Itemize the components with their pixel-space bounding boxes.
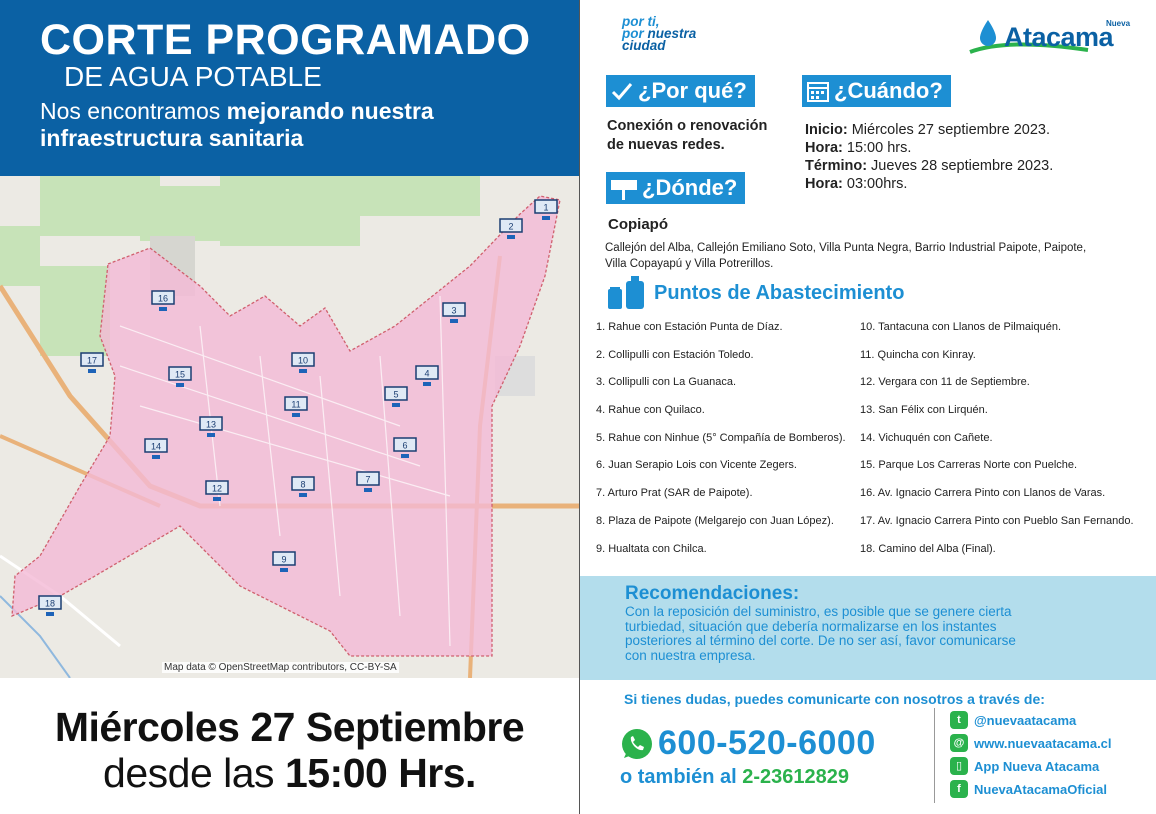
list-item: 5. Rahue con Ninhue (5° Compañía de Bomberos). [596, 431, 846, 444]
marker-label: 16 [157, 293, 169, 304]
marker-label: 9 [281, 554, 287, 565]
list-item: 12. Vergara con 11 de Septiembre. [860, 376, 1030, 389]
city-name: Copiapó [608, 216, 668, 233]
list-item: 15. Parque Los Carreras Norte con Puelche. [860, 459, 1078, 472]
twitter-icon: t [950, 711, 968, 729]
list-item: 6. Juan Serapio Lois con Vicente Zegers. [596, 459, 797, 472]
marker-label: 5 [393, 389, 399, 400]
supply-points-title: Puntos de Abastecimiento [606, 275, 904, 311]
supply-points-list-right [860, 319, 1134, 568]
slogan: por ti, por nuestra ciudad [622, 14, 697, 53]
start-date: Inicio: Miércoles 27 septiembre 2023. [805, 122, 1051, 138]
contact-divider [934, 708, 935, 803]
brand-tag: Nueva [1106, 19, 1131, 28]
marker-label: 1 [543, 202, 549, 213]
end-hour: Hora: 03:00hrs. [805, 176, 908, 192]
list-item: 16. Av. Ignacio Carrera Pinto con Llanos de Varas. [860, 487, 1106, 500]
why-text: Conexión o renovación de nuevas redes. [607, 118, 768, 153]
schedule [805, 121, 1053, 193]
calendar-icon [806, 79, 830, 103]
main-subtitle: DE AGUA POTABLE [64, 61, 322, 92]
facebook-link[interactable]: f NuevaAtacamaOficial [950, 780, 1107, 798]
street-sign-icon [610, 176, 638, 200]
marker-label: 14 [150, 441, 162, 452]
marker-label: 4 [424, 368, 430, 379]
marker-label: 2 [508, 221, 514, 232]
app-link[interactable]: ▯ App Nueva Atacama [950, 757, 1099, 775]
right-panel [579, 0, 1156, 814]
list-item: 17. Av. Ignacio Carrera Pinto con Pueblo San Fernando. [860, 514, 1134, 527]
marker-label: 15 [174, 369, 186, 380]
contact-intro: Si tienes dudas, puedes comunicarte con nosotros a través de: [624, 691, 1045, 707]
list-item: 3. Collipulli con La Guanaca. [596, 376, 737, 389]
green-area [40, 266, 110, 356]
date-banner [0, 678, 579, 814]
water-bottle-icon [606, 275, 646, 311]
marker-label: 6 [402, 440, 408, 451]
alt-phone[interactable]: o también al 2-23612829 [620, 766, 850, 788]
supply-point-marker [81, 353, 103, 373]
when-tag: ¿Cuándo? [802, 75, 951, 107]
list-item: 11. Quincha con Kinray. [860, 348, 976, 361]
marker-label: 18 [44, 598, 56, 609]
marker-label: 12 [211, 483, 223, 494]
web-icon: @ [950, 734, 968, 752]
marker-label: 17 [86, 355, 98, 366]
marker-label: 10 [297, 355, 309, 366]
list-item: 9. Hualtata con Chilca. [596, 542, 707, 555]
list-item: 14. Vichuquén con Cañete. [860, 431, 993, 444]
facebook-icon: f [950, 780, 968, 798]
recommendations-text: Con la reposición del suministro, es posible que se genere cierta turbiedad, situación que debería normalizarse en los instantes posteriores al término del corte. De no ser así, favor comunicarse con nuestra empresa. [625, 604, 1016, 663]
list-item: 1. Rahue con Estación Punta de Díaz. [596, 321, 783, 333]
marker-label: 13 [205, 419, 217, 430]
header-message: Nos encontramos mejorando nuestra infraestructura sanitaria [40, 98, 434, 151]
green-area [140, 186, 230, 241]
check-icon [610, 79, 634, 103]
list-item: 10. Tantacuna con Llanos de Pilmaiquén. [860, 321, 1061, 333]
list-item: 7. Arturo Prat (SAR de Paipote). [596, 487, 753, 500]
twitter-link[interactable]: t @nuevaatacama [950, 711, 1076, 729]
company-logo [968, 16, 1131, 60]
marker-label: 3 [451, 305, 457, 316]
app-icon: ▯ [950, 757, 968, 775]
recommendations-box [580, 576, 1156, 680]
affected-area-map [0, 176, 579, 678]
map-attribution: Map data © OpenStreetMap contributors, CC-BY-SA [164, 662, 397, 673]
brand-name: Atacama [1004, 22, 1114, 52]
green-area [0, 226, 40, 286]
whatsapp-icon [620, 727, 654, 761]
main-title: CORTE PROGRAMADO [40, 16, 531, 64]
marker-label: 7 [365, 474, 371, 485]
supply-points-list-left [596, 319, 846, 568]
list-item: 13. San Félix con Lirquén. [860, 404, 988, 417]
recommendations-title: Recomendaciones: [625, 583, 800, 604]
end-date: Término: Jueves 28 septiembre 2023. [805, 158, 1054, 174]
where-tag: ¿Dónde? [606, 172, 745, 204]
website-link[interactable]: @ www.nuevaatacama.cl [950, 734, 1112, 752]
green-area [220, 176, 360, 246]
time-line: desde las 15:00 Hrs. [103, 750, 476, 796]
list-item: 4. Rahue con Quilaco. [596, 404, 705, 417]
main-phone[interactable]: 600-520-6000 [620, 724, 876, 763]
marker-label: 8 [300, 479, 306, 490]
list-item: 2. Collipulli con Estación Toledo. [596, 348, 754, 361]
affected-places: Callejón del Alba, Callejón Emiliano Soto, Villa Punta Negra, Barrio Industrial Paipote, Paipote, Villa Copayapú y Villa Potrerillos. [605, 242, 1087, 270]
why-tag: ¿Por qué? [606, 75, 755, 107]
header-banner [0, 0, 579, 176]
list-item: 18. Camino del Alba (Final). [860, 542, 996, 555]
supply-point-marker [39, 596, 61, 616]
green-area [360, 176, 480, 216]
marker-label: 11 [291, 399, 301, 410]
start-hour: Hora: 15:00 hrs. [805, 140, 912, 156]
map-graphic [0, 176, 579, 678]
list-item: 8. Plaza de Paipote (Melgarejo con Juan López). [596, 514, 834, 527]
date-line: Miércoles 27 Septiembre [54, 704, 525, 750]
